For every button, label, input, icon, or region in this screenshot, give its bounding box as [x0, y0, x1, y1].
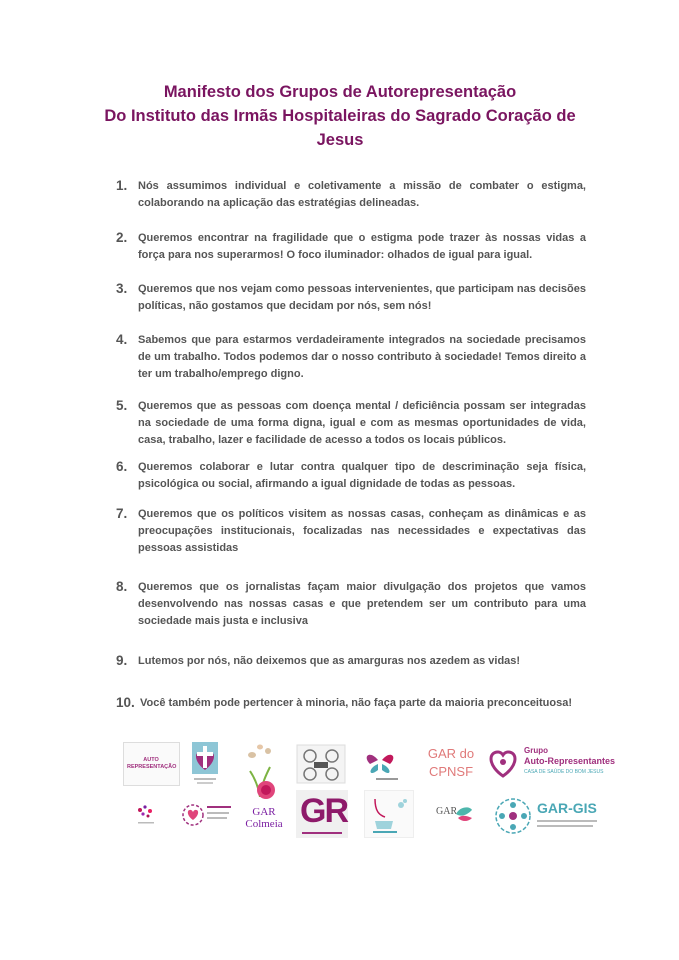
dots-logo	[132, 800, 160, 828]
item-text: Você também pode pertencer à minoria, não faça parte da maioria preconceituosa!	[140, 697, 572, 709]
auto-representacao-logo	[123, 742, 180, 786]
gar-cpnsf-line-2: CPNSF	[428, 764, 474, 779]
people-circle-icon	[493, 796, 533, 836]
item-text: Queremos que os políticos visitem as nossas casas, conheçam as dinâmicas e as preocupações institucionais, focalizadas nas necessidades e expectativas das pessoas assistidas	[138, 508, 586, 554]
item-text: Queremos encontrar na fragilidade que o estigma pode trazer às nossas vidas a força para nos superarmos! O foco iluminador: olhados de igual para igual.	[138, 232, 586, 261]
item-text: Queremos que os jornalistas façam maior divulgação dos projetos que vamos desenvolvendo nas nossas casas e que pretendem ser um contributo para uma sociedade mais justa e inclusiva	[138, 581, 586, 627]
item-number: 6.	[116, 459, 128, 474]
item-text: Queremos que as pessoas com doença mental / deficiência possam ser integradas na sociedade de uma forma digna, igual e com as mesmas oportunidades de vida, casa, trabalho, lazer e facilidade de acesso a todos os locais públicos.	[138, 400, 586, 446]
heart-ring-icon	[181, 803, 205, 827]
heart-petals-logo	[360, 744, 400, 784]
gar-colmeia-logo	[244, 798, 284, 840]
heart-cross-logo	[186, 740, 224, 786]
item-text: Queremos que nos vejam como pessoas intervenientes, que participam nas decisões políticas, não gostamos que decidam por nós, sem nós!	[138, 283, 586, 312]
dots-icon	[132, 800, 160, 828]
item-number: 3.	[116, 281, 128, 296]
item-number: 5.	[116, 398, 128, 413]
gar-cpnsf-logo	[425, 744, 477, 784]
gr-logo	[296, 790, 348, 838]
item-text: Sabemos que para estarmos verdadeiramente integrados na sociedade precisamos de um trabalho. Todos podemos dar o nosso contributo à sociedade! Temos direito a ter um trabalho/emprego digno.	[138, 334, 586, 380]
casa-saude-label: CASA DE SAÚDE DO BOM JESUS	[524, 769, 604, 775]
gar-gis-logo	[493, 794, 605, 838]
gar-colmeia-line-2: Colmeia	[245, 818, 283, 830]
gar-small-label: GAR	[436, 806, 458, 817]
item-number: 9.	[116, 653, 128, 668]
people-heart-icon	[486, 746, 520, 780]
item-number: 2.	[116, 230, 128, 245]
item-text: Queremos colaborar e lutar contra qualquer tipo de descriminação seja física, psicológica ou social, afirmando a igual dignidade de todas as pessoas.	[138, 461, 586, 490]
gar-gis-label: GAR-GIS	[537, 800, 597, 816]
rose-icon	[244, 780, 284, 804]
leaf-icon	[454, 804, 474, 824]
heart-petals-icon	[360, 744, 400, 784]
gar-cpnsf-line-1: GAR do	[427, 746, 475, 761]
auto-representacao-label: AUTO REPRESENTAÇÃO	[127, 757, 177, 770]
gr-label: GR	[300, 792, 347, 830]
item-number: 10.	[116, 695, 135, 710]
auto-representantes-label: Auto-Representantes	[524, 756, 616, 766]
item-number: 8.	[116, 579, 128, 594]
item-text: Nós assumimos individual e coletivamente a missão de combater o estigma, colaborando na aplicação das estratégias delineadas.	[138, 180, 586, 209]
cup-logo	[364, 790, 414, 838]
item-text: Lutemos por nós, não deixemos que as amarguras nos azedem as vidas!	[138, 655, 521, 667]
heart-cross-icon	[186, 740, 224, 786]
grupo-auto-representantes-logo	[486, 744, 616, 784]
hands-logo	[296, 744, 346, 784]
grupo-label: Grupo	[524, 746, 548, 755]
gar-cirvid-logo	[181, 800, 233, 830]
item-number: 1.	[116, 178, 128, 193]
item-number: 4.	[116, 332, 128, 347]
item-number: 7.	[116, 506, 128, 521]
title-line-3: Jesus	[316, 131, 364, 149]
title-line-2: Do Instituto das Irmãs Hospitaleiras do Sagrado Coração de	[104, 107, 576, 125]
title-line-1: Manifesto dos Grupos de Autorepresentação	[163, 83, 517, 101]
gar-colmeia-line-1: GAR	[252, 806, 276, 818]
hands-icon	[296, 744, 346, 784]
cup-icon	[365, 791, 413, 837]
gar-small-logo	[434, 796, 474, 830]
